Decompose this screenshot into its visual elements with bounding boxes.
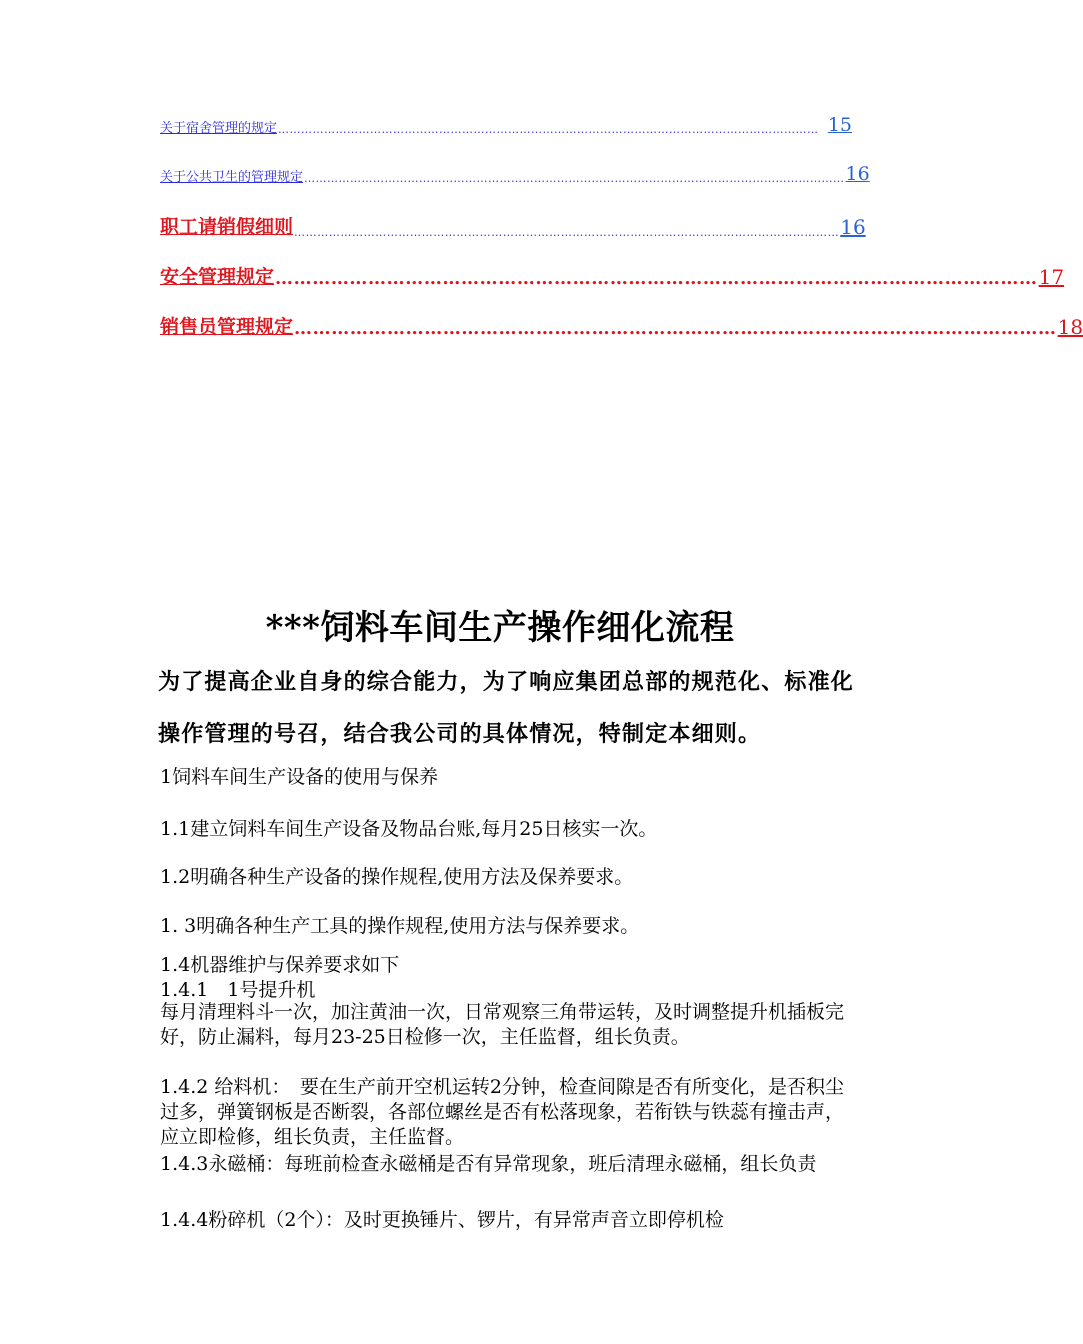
intro-paragraph: 为了提高企业自身的综合能力，为了响应集团总部的规范化、标准化操作管理的号召，结合我公司的具体情况，特制定本细则。 bbox=[158, 669, 855, 747]
toc-leader-dots: …………………………………………………………………………………………………………… bbox=[294, 318, 1057, 339]
clause-1-3: 1. 3明确各种生产工具的操作规程,使用方法与保养要求。 bbox=[160, 915, 640, 937]
section-heading: 1饲料车间生产设备的使用与保养 bbox=[160, 766, 439, 788]
toc-entry[interactable] bbox=[160, 312, 1083, 339]
toc-entry-label[interactable]: 职工请销假细则 bbox=[160, 216, 294, 238]
clause-1-4-4: 1.4.4粉碎机（2个）：及时更换锤片、锣片，有异常声音立即停机检 bbox=[160, 1209, 724, 1231]
toc-entry-page[interactable]: 18 bbox=[1057, 315, 1083, 339]
clause-1-4-1-body: 每月清理料斗一次，加注黄油一次，日常观察三角带运转，及时调整提升机插板完好，防止漏料，每月23-25日检修一次，主任监督，组长负责。 bbox=[160, 1001, 845, 1048]
toc-leader-dots: …………………………………………………………………………………………………………………………… bbox=[304, 172, 845, 185]
clause-1-1: 1.1建立饲料车间生产设备及物品台账,每月25日核实一次。 bbox=[160, 818, 658, 840]
clause-1-4-3: 1.4.3永磁桶：每班前检查永磁桶是否有异常现象，班后清理永磁桶，组长负责 bbox=[160, 1153, 817, 1175]
toc-entry-label[interactable]: 关于公共卫生的管理规定 bbox=[160, 170, 304, 185]
toc-leader-dots: …………………………………………………………………………………………………………………………… bbox=[294, 226, 840, 239]
clause-1-2: 1.2明确各种生产设备的操作规程,使用方法及保养要求。 bbox=[160, 866, 634, 888]
toc-entry-page[interactable]: 17 bbox=[1038, 265, 1065, 289]
toc-leader-dots: …………………………………………………………………………………………………………… bbox=[275, 268, 1038, 289]
toc-entry[interactable] bbox=[160, 212, 866, 239]
toc-entry[interactable] bbox=[160, 262, 1065, 289]
toc-entry-page[interactable]: 16 bbox=[840, 215, 866, 239]
clause-1-4-2: 1.4.2 给料机： 要在生产前开空机运转2分钟，检查间隙是否有所变化，是否积尘过多，弹簧钢板是否断裂，各部位螺丝是否有松落现象，若衔铁与铁蕊有撞击声，应立即检修，组长负责，主任监督。 bbox=[160, 1076, 845, 1148]
toc-leader-dots: …………………………………………………………………………………………………………………………… bbox=[278, 123, 819, 136]
toc-entry-label[interactable]: 关于宿舍管理的规定 bbox=[160, 121, 278, 136]
clause-1-4-1-heading: 1.4.1 1号提升机 bbox=[160, 979, 316, 1001]
toc-entry-page[interactable]: 16 bbox=[845, 163, 870, 185]
toc-entry[interactable] bbox=[160, 114, 852, 136]
document-title: ***饲料车间生产操作细化流程 bbox=[265, 608, 735, 648]
toc-entry-label[interactable]: 安全管理规定 bbox=[160, 266, 275, 288]
clause-1-4: 1.4机器维护与保养要求如下 bbox=[160, 954, 400, 976]
toc-entry-page[interactable]: 15 bbox=[827, 114, 852, 136]
toc-entry-label[interactable]: 销售员管理规定 bbox=[160, 316, 294, 338]
toc-entry[interactable] bbox=[160, 163, 870, 185]
